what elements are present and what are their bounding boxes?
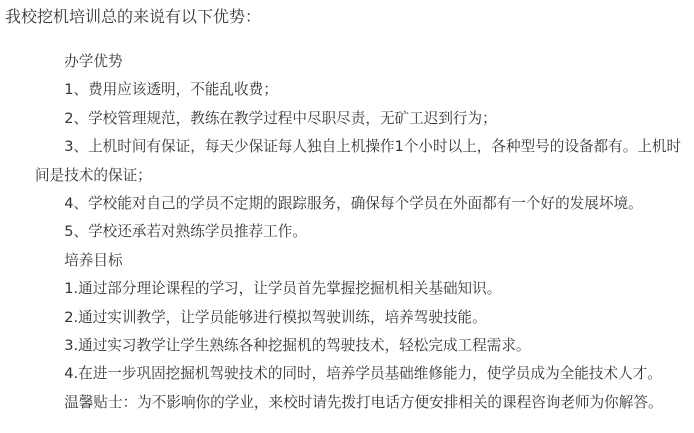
tip-paragraph: 温馨贴士：为不影响你的学业，来校时请先拨打电话方便安排相关的课程咨询老师为你解答。 [64,393,663,411]
goal-item-3: 3.通过实习教学让学生熟练各种挖掘机的驾驶技术，轻松完成工程需求。 [64,337,531,355]
goal-item-4: 4.在进一步巩固挖掘机驾驶技术的同时，培养学员基础维修能力，使学员成为全能技术人才。 [64,365,662,383]
advantage-item-2: 2、学校管理规范，教练在教学过程中尽职尽责，无矿工迟到行为； [64,109,497,127]
advantage-item-4: 4、学校能对自己的学员不定期的跟踪服务，确保每个学员在外面都有一个好的发展坏境。 [64,195,643,213]
document-body [35,48,694,417]
advantage-item-5: 5、学校还承若对熟练学员推荐工作。 [64,223,307,241]
goal-item-2: 2.通过实训教学，让学员能够进行模拟驾驶训练，培养驾驶技能。 [64,308,487,326]
section-heading-advantages: 办学优势 [64,53,123,70]
advantage-item-3: 3、上机时间有保证，每天少保证每人独自上机操作1个小时以上，各种型号的设备都有。上机时间是技术的保证； [35,138,682,184]
advantage-item-1: 1、费用应该透明，不能乱收费； [64,81,278,99]
goal-item-1: 1.通过部分理论课程的学习，让学员首先掌握挖掘机相关基础知识。 [64,280,502,298]
document-page [0,6,694,433]
intro-paragraph: 我校挖机培训总的来说有以下优势： [5,7,262,26]
section-heading-goals: 培养目标 [64,251,123,269]
